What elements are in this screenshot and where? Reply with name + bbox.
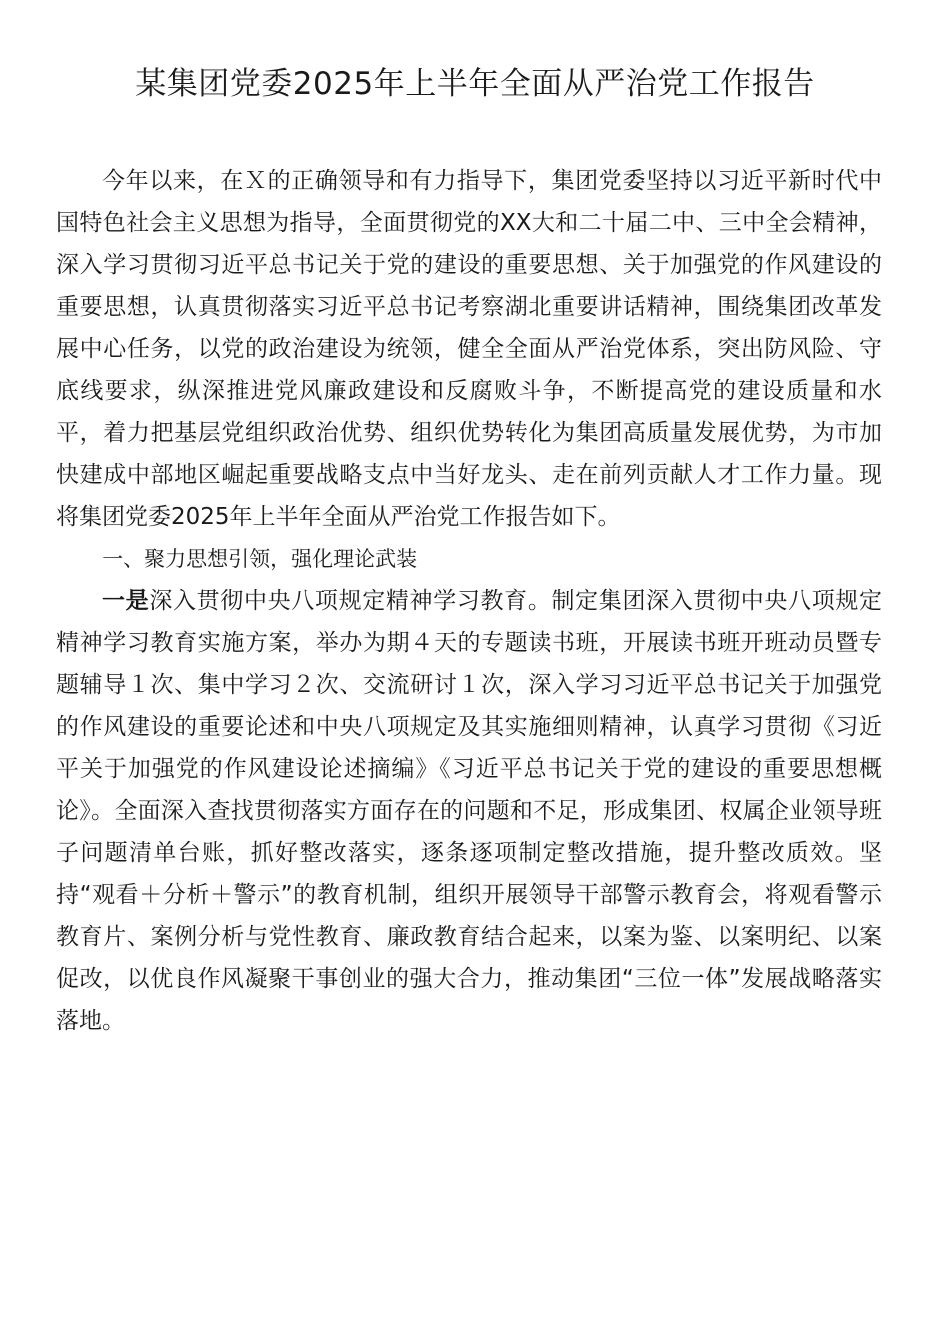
- section-heading: 一、聚力思想引领，强化理论武装: [102, 547, 418, 571]
- intro-paragraph: 今年以来，在Ｘ的正确领导和有力指导下，集团党委坚持以习近平新时代中国特色社会主义思想为指导，全面贯彻党的XX大和二十届二中、三中全会精神，深入学习贯彻习近平总书记关于党的建设的重要思想、关于加强党的作风建设的重要思想，认真贯彻落实习近平总书记考察湖北重要讲话精神，围绕集团改革发展中心任务，以党的政治建设为统领，健全全面从严治党体系，突出防风险、守底线要求，纵深推进党风廉政建设和反腐败斗争，不断提高党的建设质量和水平，着力把基层党组织政治优势、组织优势转化为集团高质量发展优势，为市加快建成中部地区崛起重要战略支点中当好龙头、走在前列贡献人才工作力量。现将集团党委2025年上半年全面从严治党工作报告如下。: [56, 168, 882, 530]
- section-paragraph: [56, 580, 882, 1042]
- document-title: 某集团党委2025年上半年全面从严治党工作报告: [135, 66, 815, 102]
- paragraph-text: 深入贯彻中央八项规定精神学习教育。制定集团深入贯彻中央八项规定精神学习教育实施方案，举办为期４天的专题读书班，开展读书班开班动员暨专题辅导１次、集中学习２次、交流研讨１次，深入学习习近平总书记关于加强党的作风建设的重要论述和中央八项规定及其实施细则精神，认真学习贯彻《习近平关于加强党的作风建设论述摘编》《习近平总书记关于党的建设的重要思想概论》。全面深入查找贯彻落实方面存在的问题和不足，形成集团、权属企业领导班子问题清单台账，抓好整改落实，逐条逐项制定整改措施，提升整改质效。坚持“观看＋分析＋警示”的教育机制，组织开展领导干部警示教育会，将观看警示教育片、案例分析与党性教育、廉政教育结合起来，以案为鉴、以案明纪、以案促改，以优良作风凝聚干事创业的强大合力，推动集团“三位一体”发展战略落实落地。: [56, 588, 882, 1034]
- paragraph-lead: 一是: [102, 588, 150, 614]
- document-body: [56, 160, 882, 1042]
